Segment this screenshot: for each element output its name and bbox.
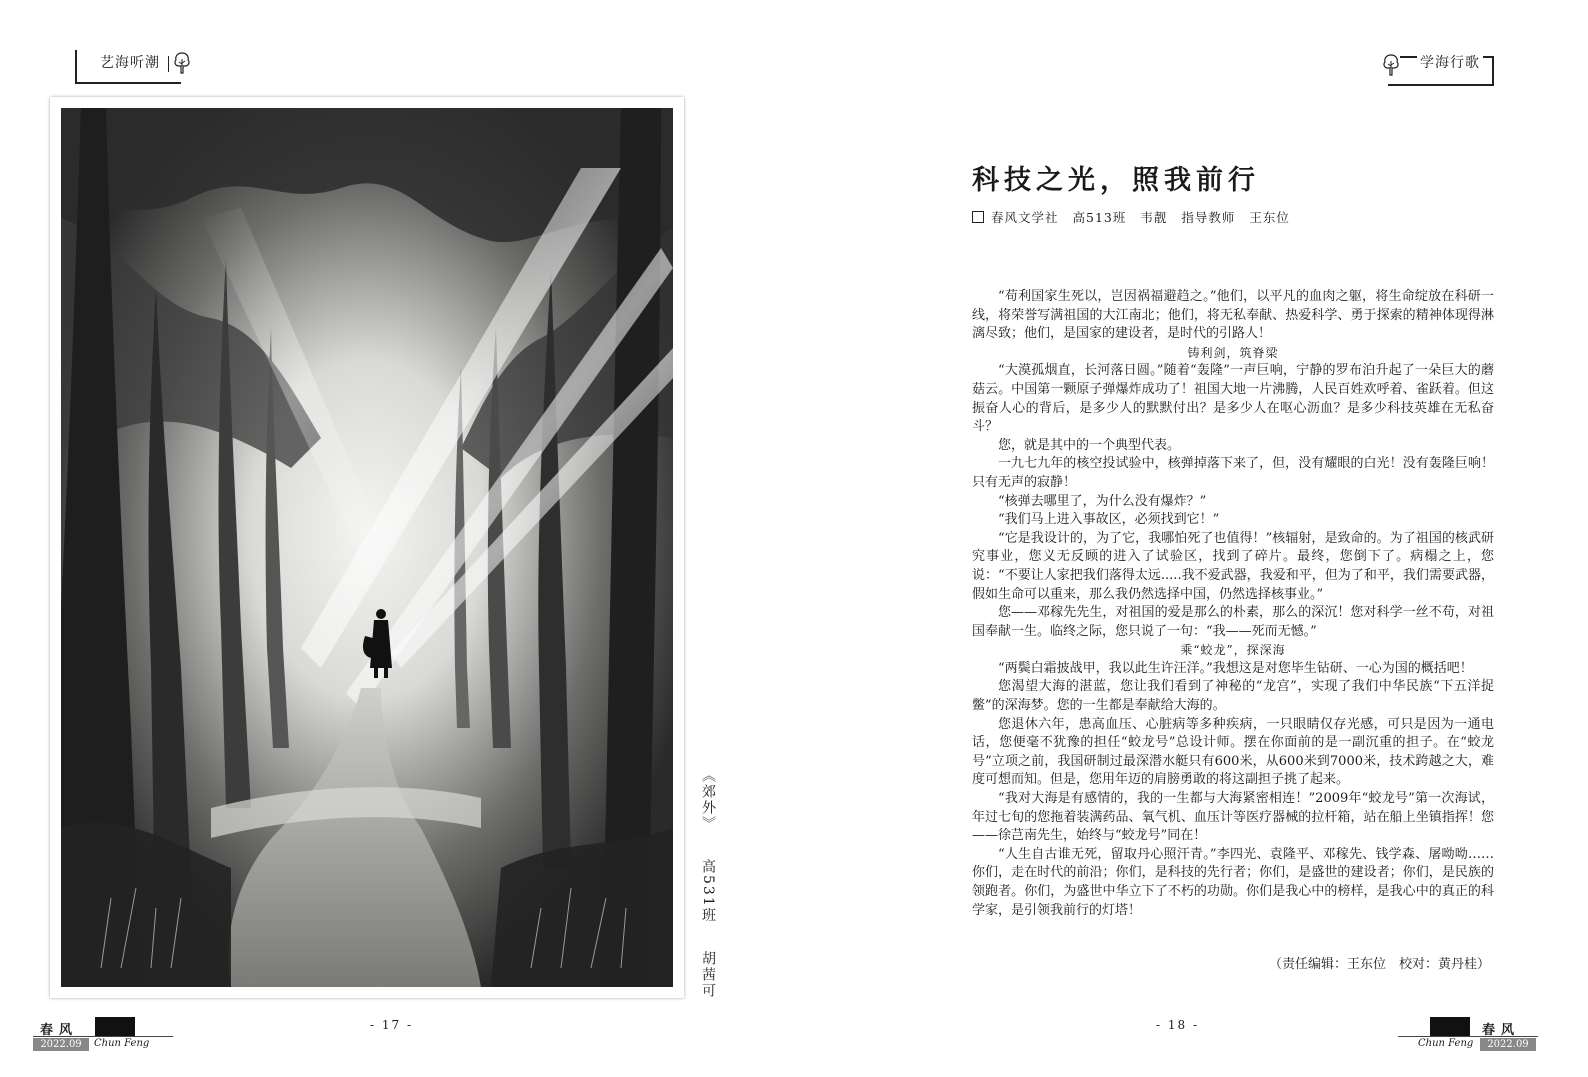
article-byline	[972, 208, 1290, 226]
footer-brand-left: 春风	[40, 1023, 79, 1038]
square-bullet-icon	[972, 211, 984, 223]
byline-author: 韦靓	[1140, 210, 1168, 225]
section-title-left: 艺海听潮	[100, 55, 160, 71]
section-header-left	[75, 50, 181, 84]
footer-issue-right: 2022.09	[1480, 1038, 1536, 1051]
paragraph: 您退休六年，患高血压、心脏病等多种疾病，一只眼睛仅存光感，可只是因为一通电话，您便毫不犹豫的担任“蛟龙号”总设计师。摆在你面前的是一副沉重的担子。在“蛟龙号”立项之前，我国研制过最深潜水艇只有600米，从600米到7000米，技术跨越之大，难度可想而知。但是，您用年迈的肩膀勇敢的将这副担子挑了起来。	[972, 716, 1494, 788]
paragraph: “我对大海是有感情的，我的一生都与大海紧密相连！”2009年“蛟龙号”第一次海试，年过七旬的您拖着装满药品、氧气机、血压计等医疗器械的拉杆箱，站在船上坐镇指挥！您——徐芑南先生，始终与“蛟龙号”同在！	[972, 791, 1494, 844]
paragraph: 您，就是其中的一个典型代表。	[998, 437, 1181, 453]
caption-author: 胡茜可	[700, 950, 716, 999]
footer-block-left	[95, 1017, 135, 1036]
paragraph: 您渴望大海的湛蓝，您让我们看到了神秘的“龙宫”，实现了我们中华民族“下五洋捉鳖”的深海梦。您的一生都是奉献给大海的。	[972, 679, 1494, 714]
footer-english-right: Chun Feng	[1418, 1038, 1474, 1049]
artwork-caption	[698, 768, 718, 999]
footer-brand-right: 春风	[1482, 1023, 1521, 1038]
paragraph: “两鬓白霜披战甲，我以此生许汪洋。”我想这是对您毕生钻研、一心为国的概括吧！	[998, 660, 1473, 676]
page-number-left: - 17 -	[370, 1018, 414, 1032]
footer-english-left: Chun Feng	[94, 1038, 150, 1049]
paragraph: 您——邓稼先先生，对祖国的爱是那么的朴素，那么的深沉！您对科学一丝不苟，对祖国奉献一生。临终之际，您只说了一句：“我——死而无憾。”	[972, 605, 1494, 639]
paragraph: 一九七九年的核空投试验中，核弹掉落下来了，但，没有耀眼的白光！没有轰隆巨响！只有无声的寂静！	[972, 456, 1494, 490]
forest-drawing	[61, 108, 673, 987]
article-title: 科技之光，照我前行	[972, 165, 1260, 196]
paragraph: “核弹去哪里了，为什么没有爆炸？”	[998, 493, 1207, 509]
byline-org: 春风文学社	[991, 210, 1059, 225]
editor-note: （责任编辑：王东位 校对：黄丹桂）	[1268, 957, 1490, 972]
footer-issue-left: 2022.09	[33, 1038, 89, 1051]
caption-class: 高531班	[700, 858, 716, 924]
subheading: 铸利剑，筑脊梁	[1187, 345, 1279, 360]
paragraph: “它是我设计的，为了它，我哪怕死了也值得！”核辐射，是致命的。为了祖国的核武研究事业，您义无反顾的进入了试验区，找到了碎片。最终，您倒下了。病榻之上，您说：“不要让人家把我们落得太远.....我不爱武器，我爱和平，但为了和平，我们需要武器，假如生命可以重来，那么我仍然选择中国，仍然选择核事业。”	[972, 530, 1494, 602]
caption-title: 《郊外》	[700, 768, 716, 832]
byline-teacher: 王东位	[1249, 210, 1290, 225]
paragraph: “大漠孤烟直，长河落日圆。”随着“轰隆”一声巨响，宁静的罗布泊升起了一朵巨大的蘑菇云。中国第一颗原子弹爆炸成功了！祖国大地一片沸腾，人民百姓欢呼着、雀跃着。但这振奋人心的背后，是多少人的默默付出？是多少人在呕心沥血？是多少科技英雄在无私奋斗？	[972, 363, 1494, 435]
paragraph: “人生自古谁无死，留取丹心照汗青。”李四光、袁隆平、邓稼先、钱学森、屠呦呦……你们，走在时代的前沿；你们，是科技的先行者；你们，是盛世的建设者；你们，是民族的领跑者。你们，为盛世中华立下了不朽的功勋。你们是我心中的榜样，是我心中的真正的科学家，是引领我前行的灯塔！	[972, 846, 1494, 918]
artwork-frame	[50, 97, 684, 998]
byline-teacher-label: 指导教师	[1181, 210, 1236, 225]
tree-icon	[1382, 53, 1400, 77]
paragraph: “苟利国家生死以，岂因祸福避趋之。”他们，以平凡的血肉之躯，将生命绽放在科研一线，将荣誉写满祖国的大江南北；他们，将无私奉献、热爱科学、勇于探索的精神体现得淋漓尽致；他们，是国家的建设者，是时代的引路人！	[972, 289, 1494, 342]
header-divider	[168, 56, 169, 72]
subheading: 乘“蛟龙”，探深海	[1180, 643, 1286, 658]
page-number-right: - 18 -	[1156, 1018, 1200, 1032]
byline-class: 高513班	[1072, 210, 1127, 225]
tree-icon	[173, 51, 191, 75]
paragraph: “我们马上进入事故区，必须找到它！”	[998, 512, 1220, 528]
section-title-right: 学海行歌	[1417, 52, 1483, 72]
section-header-right	[1388, 56, 1494, 86]
article-body	[972, 288, 1494, 920]
footer-block-right	[1430, 1017, 1470, 1036]
